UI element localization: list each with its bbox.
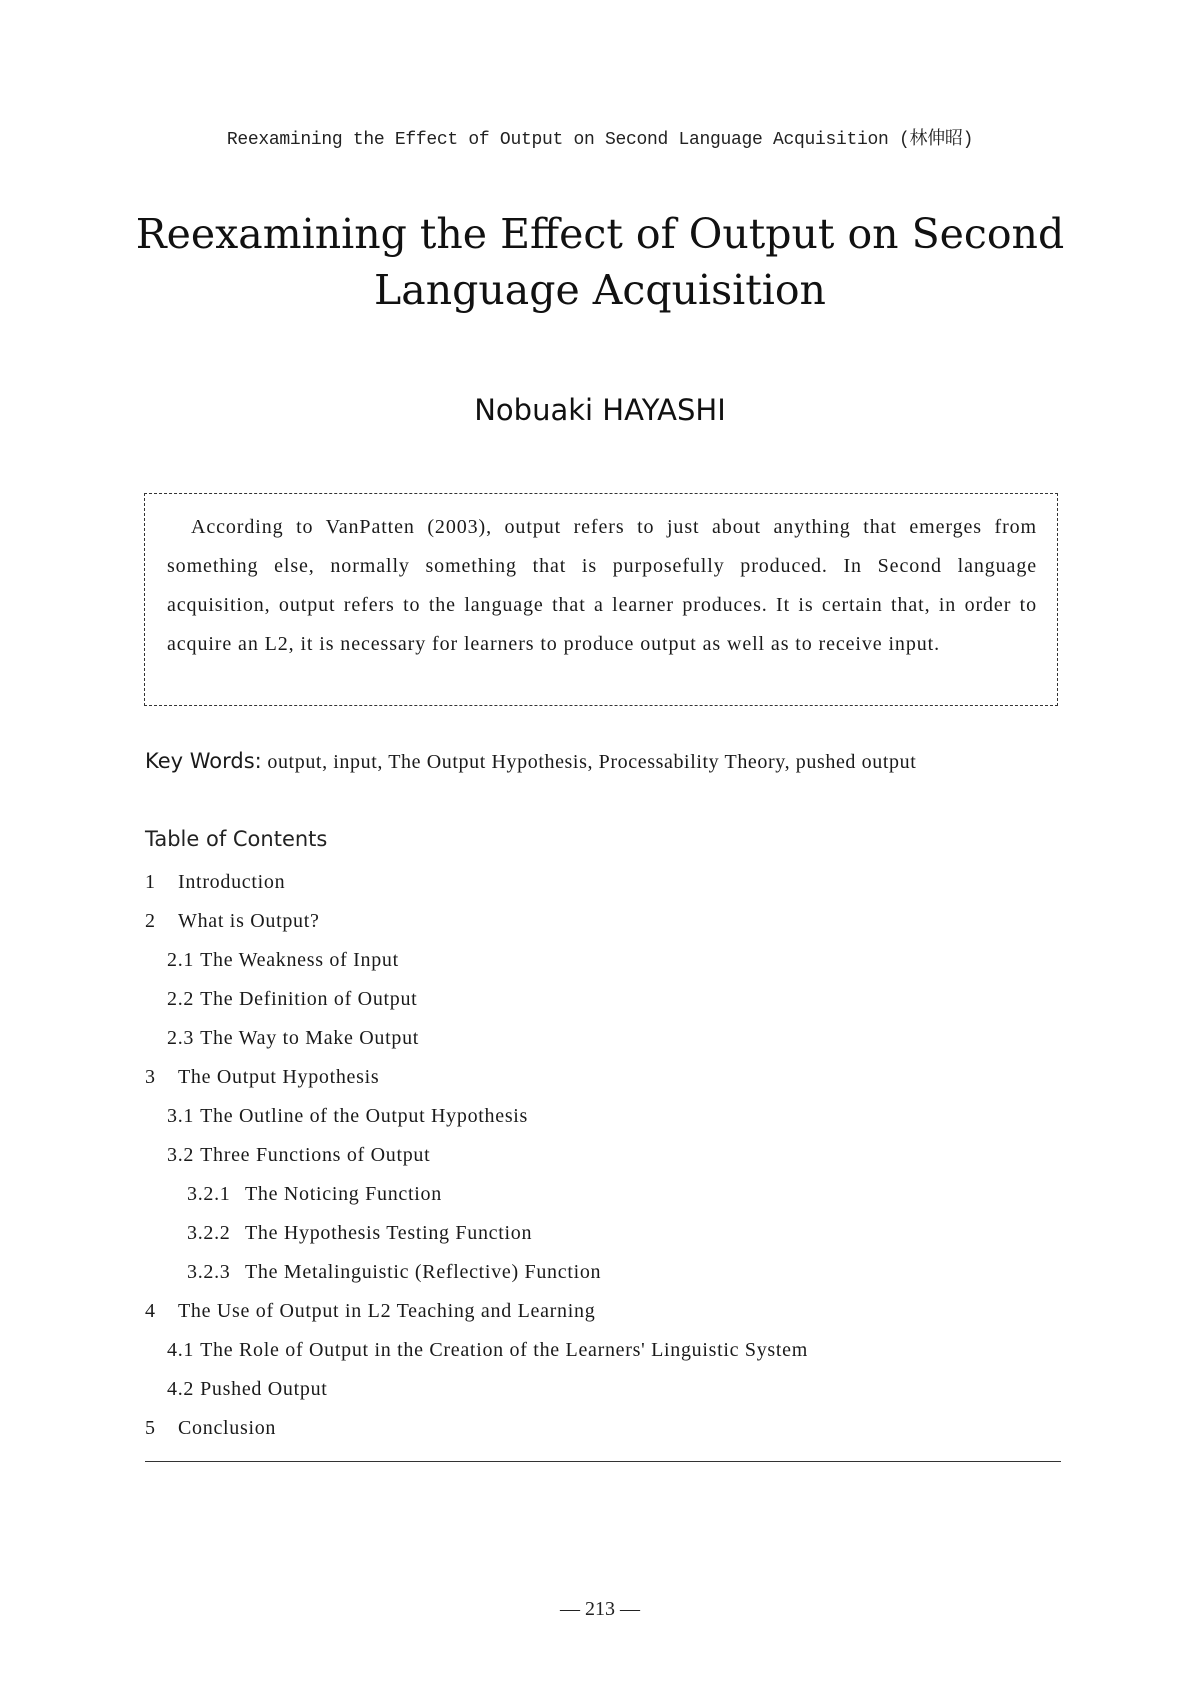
- keywords: [145, 749, 1065, 774]
- toc-item-label: Conclusion: [178, 1417, 277, 1439]
- toc-item-label: What is Output?: [178, 910, 320, 932]
- toc-item-number: 3.2: [167, 1144, 195, 1166]
- toc-item: [145, 1097, 1065, 1136]
- toc-item: [145, 1019, 1065, 1058]
- toc-item: [145, 1136, 1065, 1175]
- toc-item-label: The Weakness of Input: [200, 949, 399, 971]
- toc-item-label: The Outline of the Output Hypothesis: [200, 1105, 529, 1127]
- toc-item: [145, 1214, 1065, 1253]
- toc-item-label: The Definition of Output: [200, 988, 418, 1010]
- toc-item: [145, 1409, 1065, 1448]
- toc-item-label: The Output Hypothesis: [178, 1066, 380, 1088]
- toc-item-number: 1: [145, 871, 156, 893]
- divider: [145, 1461, 1061, 1462]
- toc-item-label: The Metalinguistic (Reflective) Function: [245, 1261, 602, 1283]
- page-number: — 213 —: [560, 1598, 640, 1620]
- toc-item: [145, 863, 1065, 902]
- keywords-text: output, input, The Output Hypothesis, Processability Theory, pushed output: [267, 751, 917, 773]
- toc-item-label: The Way to Make Output: [200, 1027, 420, 1049]
- toc-item-number: 2.1: [167, 949, 195, 971]
- toc-item-label: The Noticing Function: [245, 1183, 442, 1205]
- toc-item-number: 4.1: [167, 1339, 195, 1361]
- toc-item-number: 2: [145, 910, 156, 932]
- toc-item: [145, 1292, 1065, 1331]
- toc-item: [145, 1058, 1065, 1097]
- table-of-contents: [145, 863, 1065, 1448]
- paper-title: Reexamining the Effect of Output on Second Language Acquisition: [135, 210, 1065, 314]
- abstract-text: According to VanPatten (2003), output refers to just about anything that emerges from something else, normally something that is purposefully produced. In Second language acquisition, output refers to the language that a learner produces. It is certain that, in order to acquire an L2, it is necessary for learners to produce output as well as to receive input.: [167, 516, 1037, 655]
- toc-item-label: Introduction: [178, 871, 286, 893]
- toc-item-label: The Hypothesis Testing Function: [245, 1222, 533, 1244]
- keywords-label: Key Words:: [145, 749, 262, 773]
- toc-item-number: 5: [145, 1417, 156, 1439]
- toc-item: [145, 980, 1065, 1019]
- toc-item-number: 3.2.2: [187, 1222, 231, 1244]
- toc-item-number: 3.2.3: [187, 1261, 231, 1283]
- toc-item-number: 4.2: [167, 1378, 195, 1400]
- author-name: Nobuaki HAYASHI: [474, 393, 726, 427]
- abstract-box: [144, 493, 1058, 706]
- toc-item-number: 3: [145, 1066, 156, 1088]
- toc-heading: Table of Contents: [145, 827, 328, 851]
- toc-item-number: 2.3: [167, 1027, 195, 1049]
- toc-item: [145, 1253, 1065, 1292]
- toc-item-number: 3.1: [167, 1105, 195, 1127]
- toc-item: [145, 1175, 1065, 1214]
- toc-item-label: The Role of Output in the Creation of the Learners' Linguistic System: [200, 1339, 808, 1361]
- toc-item: [145, 1331, 1065, 1370]
- running-head: Reexamining the Effect of Output on Second Language Acquisition (林伸昭): [226, 130, 974, 150]
- toc-item: [145, 902, 1065, 941]
- toc-item-number: 2.2: [167, 988, 195, 1010]
- toc-item: [145, 1370, 1065, 1409]
- toc-item-label: The Use of Output in L2 Teaching and Learning: [178, 1300, 596, 1322]
- toc-item-label: Pushed Output: [200, 1378, 328, 1400]
- toc-item-label: Three Functions of Output: [200, 1144, 431, 1166]
- toc-item-number: 4: [145, 1300, 156, 1322]
- toc-item-number: 3.2.1: [187, 1183, 231, 1205]
- toc-item: [145, 941, 1065, 980]
